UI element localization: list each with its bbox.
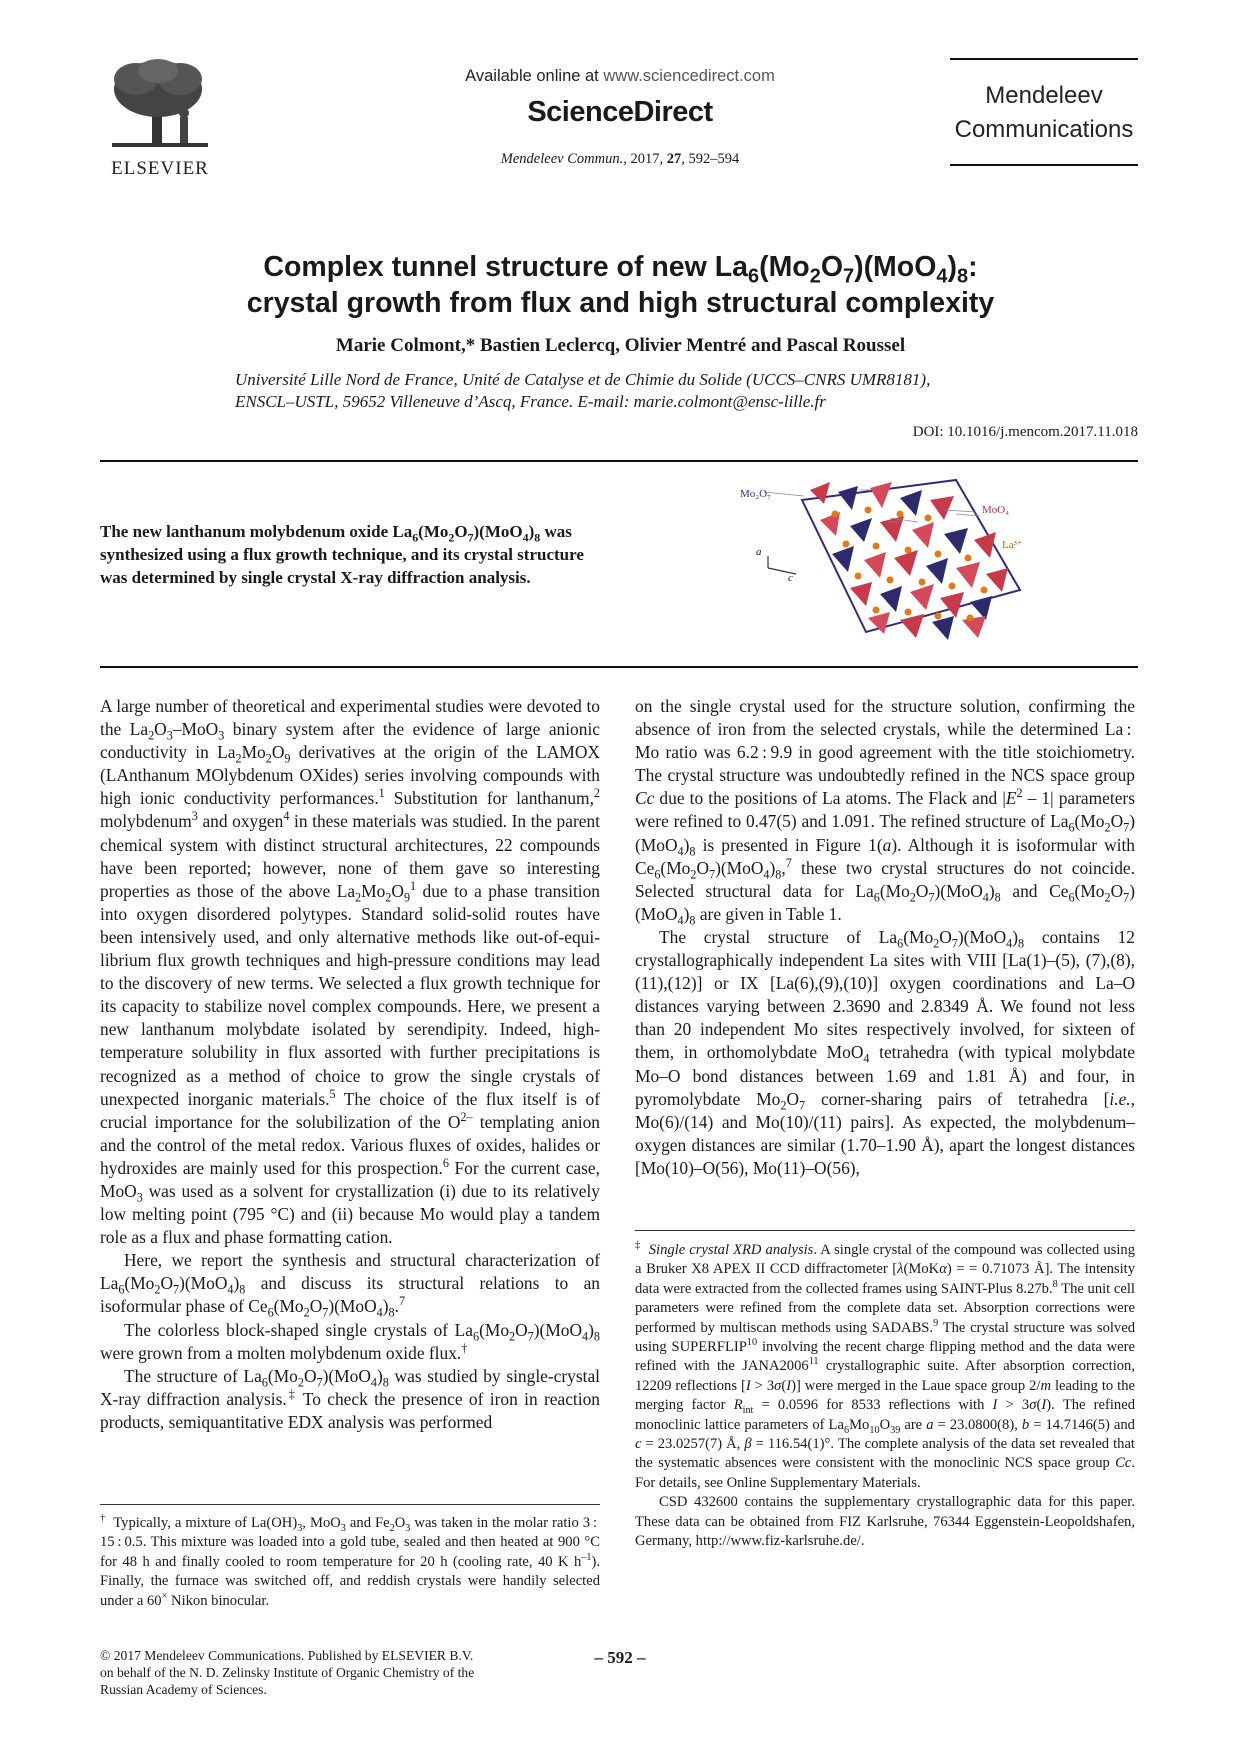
- paragraph-report: Here, we report the synthesis and structural characterization of $La_6(Mo_2O_7)(MoO_4)_8$ and discuss its structural relations to an isoformular phase of $Ce_6(Mo_2O_7)(MoO_4)_8.^7$: [100, 1250, 600, 1320]
- available-online: [400, 67, 840, 86]
- title-part-e: ): [947, 251, 957, 283]
- abstract-part-d: )(MoO: [473, 522, 523, 541]
- page-number: – 592 –: [594, 1648, 646, 1667]
- abstract-part-f: was synthesized using a flux growth technique, and its crystal structure was determined by single crystal X-ray diffraction analysis.: [100, 522, 584, 587]
- paragraph-structure-study: The structure of $La_6(Mo_2O_7)(MoO_4)_8$ was studied by single-crystal X-ray diffraction analysis.‡ To check the presence of iron in reaction products, semiquantitative EDX analysis was performed: [100, 1365, 601, 1432]
- axis-a-label: a: [756, 546, 762, 558]
- footnote-csd: CSD 432600 contains the supplementary crystallographic data for this paper. These data can be obtained from FIZ Karlsruhe, 76344 Eggenstein-Leopoldshafen, Germany, http://www.fiz-karlsruhe.de/.: [635, 1494, 1135, 1550]
- label-la: La³⁺: [1002, 539, 1023, 551]
- abstract-part-e: ): [528, 522, 535, 541]
- affiliation-line1: Université Lille Nord de France, Unité de Catalyse et de Chimie du Solide (UCCS–CNRS UMR8181),: [235, 370, 931, 389]
- crystal-structure-graphic: [740, 470, 1140, 660]
- graphical-abstract-text: The new lanthanum molybdenum oxide $La_6(Mo_2O_7)(MoO_4)_8$ was synthesized using a flux growth technique, and its crystal structure was determined by single crystal X-ray diffraction analysis.: [100, 522, 584, 587]
- footnote-dagger: † Typically, a mixture of $La(OH)_3$, MoO$_3$ and $Fe_2O_3$ was taken in the molar ratio 3 : 15 : 0.5. This mixture was loaded into a gold tube, sealed and then heated at 900 °C for 48 h and finally cooled to room temperature for 20 h (cooling rate, 40 K $h^{-1}$). Finally, the furnace was switched off, and reddish crystals were handily selected under a 60× Nikon binocular.: [100, 1513, 600, 1609]
- title-part-d: )(MoO: [854, 251, 937, 283]
- copyright-line1: © 2017 Mendeleev Communications. Published by ELSEVIER B.V.: [100, 1648, 474, 1663]
- elsevier-logo: [106, 57, 214, 179]
- abstract-part-b: (Mo: [418, 522, 449, 541]
- affiliation-line2: ENSCL–USTL, 59652 Villeneuve d’Ascq, France. E-mail: marie.colmont@ensc-lille.fr: [235, 392, 826, 411]
- paragraph-la-sites: The crystal structure of $La_6(Mo_2O_7)(MoO_4)_8$ contains 12 crystallographically independent La sites with VIII [La(1)–(5), (7),(8),(11),(12)] or IX [La(6),(9),(10)] oxygen coordinations and La–O distances varying between 2.3690 and 2.8349 Å. We found not less than 20 independent Mo sites respectively involved, for sixteen of them, in orthomolybdate MoO$_4$ tetrahedra (with typical molybdate Mo–O bond distances between 1.69 and 1.81 Å) and four, in pyromolybdate $Mo_2O_7$ corner-sharing pairs of tetrahedra [i.e., Mo(6)/(14) and Mo(10)/(11) pairs]. As expected, the molybdenum–oxygen distances are similar (1.70–1.90 Å), apart the longest distances [Mo(10)–O(56), Mo(11)–O(56),: [635, 926, 1135, 1178]
- cite-pages: , 592–594: [681, 151, 740, 167]
- abstract-rule-bottom: [100, 666, 1138, 668]
- abstract-part-a: The new lanthanum molybdenum oxide La: [100, 522, 413, 541]
- journal-name: [940, 79, 1148, 147]
- cite-volume: 27: [666, 151, 682, 167]
- journal-rule-bottom: [950, 164, 1138, 166]
- copyright-line2: on behalf of the N. D. Zelinsky Institute of Organic Chemistry of the: [100, 1665, 475, 1680]
- abstract-rule-top: [100, 460, 1138, 462]
- title-part-b: (Mo: [759, 251, 810, 283]
- copyright-notice: [100, 1647, 560, 1698]
- journal-rule-top: [950, 58, 1138, 60]
- title-part-c: O: [820, 251, 843, 283]
- sciencedirect-url[interactable]: www.sciencedirect.com: [603, 67, 775, 85]
- title-part-f: :: [968, 251, 978, 283]
- footnote-xrd: ‡ Single crystal XRD analysis. A single crystal of the compound was collected using a Bruker X8 APEX II CCD diffractometer [λ(MoKα) = = 0.71073 Å]. The intensity data were extracted from the collected frames using SAINT-Plus 8.27b.$^8$ The unit cell parameters were refined from the complete data set. Absorption corrections were performed by multiscan methods using SADABS.$^9$ The crystal structure was solved using SUPERFLIP$^{10}$ involving the recent charge flipping method and the data were refined with the JANA2006$^{11}$ crystallographic suite. After absorption correction, 12209 reflections [I > 3σ(I)] were merged in the Laue space group 2/m leading to the merging factor $R_{int} = 0.0596$ for 8533 reflections with I > 3σ(I). The refined monoclinic lattice parameters of $La_6Mo_{10}O_{39}$ are a = 23.0800(8), b = 14.7146(5) and c = 23.0257(7) Å, β = 116.54(1)°. The complete analysis of the data set revealed that the systematic absences were consistent with the monoclinic NCS space group Cc. For details, see Online Supplementary Materials. CSD 432600 contains the supplementary crystallographic data for this paper. These data can be obtained from FIZ Karlsruhe, 76344 Eggenstein-Leopoldshafen, Germany, http://www.fiz-karlsruhe.de/.: [635, 1241, 1135, 1552]
- journal-citation: [400, 151, 840, 168]
- footnote-rule-right: [635, 1230, 1135, 1231]
- body-left-column: [100, 695, 600, 1434]
- title-part-a: Complex tunnel structure of new La: [263, 251, 748, 283]
- journal-name-line2: Communications: [954, 116, 1134, 143]
- label-moo4: MoO₄: [982, 504, 1010, 516]
- paragraph-edx: on the single crystal used for the structure solution, confirming the absence of iron from the selected crystals, while the determined La : Mo ratio was 6.2 : 9.9 in good agreement with the title stoichiometry. The crystal structure was undoubtedly refined in the NCS space group Cc due to the positions of La atoms. The Flack and $|E^2 - 1|$ parameters were refined to 0.47(5) and 1.091. The refined structure of $La_6(Mo_2O_7)(MoO_4)_8$ is presented in Figure 1(a). Although it is isoformular with $Ce_6(Mo_2O_7)(MoO_4)_8,^7$ these two crystal structures do not coincide. Selected structural data for $La_6(Mo_2O_7)(MoO_4)_8$ and $Ce_6(Mo_2O_7)(MoO_4)_8$ are given in Table 1.: [635, 696, 1136, 928]
- body-right-column: [635, 695, 1135, 1180]
- title-line1: Complex tunnel structure of new $La_6(Mo_2O_7)(MoO_4)_8$:: [263, 251, 978, 288]
- elsevier-tree-icon: [106, 57, 214, 153]
- crystal-structure-figure: [740, 470, 1140, 660]
- axis-c-label: c: [788, 572, 793, 584]
- affiliation: [235, 369, 1095, 413]
- polyhedra-cluster: [810, 482, 1008, 640]
- abstract-part-c: O: [454, 522, 468, 541]
- copyright-line3: Russian Academy of Sciences.: [100, 1682, 267, 1697]
- journal-name-line1: Mendeleev: [985, 82, 1103, 109]
- paragraph-intro: A large number of theoretical and experimental studies were devoted to the $La_2O_3-MoO_3$ binary system after the evidence of large anionic conductivity in $La_2Mo_2O_9$ derivatives at the origin of the LAMOX (LAnthanum MOlybdenum OXides) series involving compounds with high ionic conductivity performances.$^1$ Substitution for lanthanum,$^2$ molybdenum$^3$ and oxygen$^4$ in these materials was studied. In the parent chemical system with distinct structural architectures, 22 compounds have been reported; however, none of them gave so interesting properties as those of the above $La_2Mo_2O_9^1$ due to a phase transition into oxygen disordered polytypes. Standard solid-solid routes have been intensively used, and only alternative methods like out-of-equilibrium flux growth techniques and high-pressure conditions may lead to the discovery of new terms. We selected a flux growth technique for its capacity to stabilize novel complex compounds. Here, we present a new lanthanum molybdate isolated by serendipity. Indeed, high-temperature solubility in flux assorted with further precipitations is recognized as a method of choice to grow the single crystals of unexpected inorganic materials.$^5$ The choice of the flux itself is of crucial importance for the solubilization of the $O^{2-}$ templating anion and the control of the metal redox. Various fluxes of oxides, halides or hydroxides are mainly used for this prospection.$^6$ For the current case, MoO$_3$ was used as a solvent for crystallization (i) due to its relatively low melting point (795 °C) and (ii) because Mo would play a tandem role as a flux and phase formatting cation.: [100, 696, 601, 1248]
- article-title: [120, 249, 1121, 321]
- sciencedirect-brand: ScienceDirect: [527, 96, 713, 128]
- doi[interactable]: DOI: 10.1016/j.mencom.2017.11.018: [912, 424, 1138, 440]
- label-leader-moo4: [944, 510, 976, 512]
- author-list: Marie Colmont,* Bastien Leclercq, Olivier Mentré and Pascal Roussel: [335, 335, 906, 356]
- footnote-rule-left: [100, 1504, 600, 1505]
- elsevier-wordmark: ELSEVIER: [111, 158, 209, 179]
- paragraph-crystals: The colorless block-shaped single crystals of $La_6(Mo_2O_7)(MoO_4)_8$ were grown from a molten molybdenum oxide flux.†: [100, 1319, 600, 1363]
- cite-journal: Mendeleev Commun.: [500, 151, 624, 167]
- title-line2: crystal growth from flux and high structural complexity: [246, 287, 995, 319]
- cite-year: , 2017,: [623, 151, 667, 167]
- available-prefix: Available online at: [465, 67, 599, 85]
- label-mo2o7: Mo₂O₇: [740, 488, 771, 500]
